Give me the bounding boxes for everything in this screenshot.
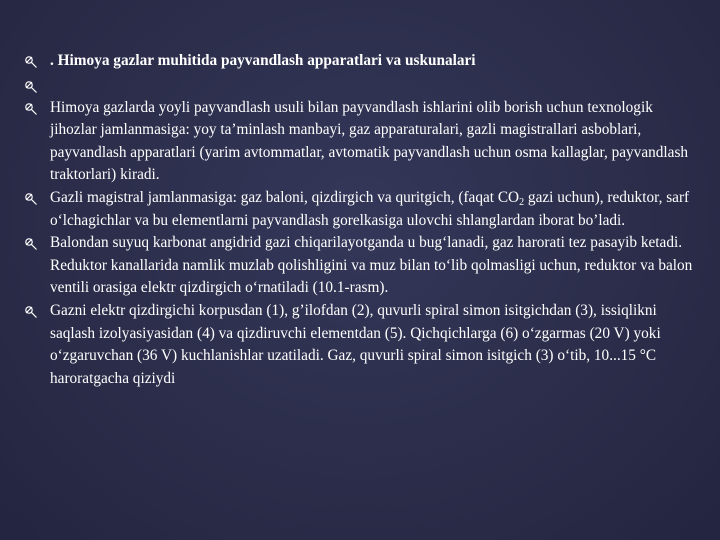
bullet-list bbox=[24, 50, 696, 390]
paragraph-cylinder bbox=[24, 232, 696, 300]
paragraph-text: Balondan suyuq karbonat angidrid gazi chiqarilayotganda u bug‘lanadi, gaz harorati tez pasayib ketadi. Reduktor kanallarida namlik muzlab qolishligini va muz bilan to‘lib qolmasligi uchun, reduktor va balon ventili orasiga elektr qizdirgich o‘rnatiladi (10.1-rasm). bbox=[50, 234, 693, 297]
paragraph-text: Himoya gazlarda yoyli payvandlash usuli bilan payvandlash ishlarini olib borish uchun texnologik jihozlar jamlanmasiga: yoy ta’minlash manbayi, gaz apparaturalari, gazli magistrallari asboblari, payvandlash apparatlari (yarim avtommatlar, avtomatik payvandlash uchun osma kallaglar, payvandlash traktorlari) kiradi. bbox=[50, 98, 689, 184]
dagger-bullet-icon bbox=[24, 305, 38, 319]
paragraph-heater bbox=[24, 300, 696, 390]
paragraph-text: Gazni elektr qizdirgichi korpusdan (1), g’ilofdan (2), quvurli spiral simon isitgichdan (3), issiqlikni saqlash izolyasiyasidan (4) va qizdiruvchi elementdan (5). Qichqichlarga (6) o‘zgarmas (20 V) yoki o‘zgaruvchan (36 V) kuchlanishlar uzatiladi. Gaz, quvurli spiral simon isitgich (3) o‘tib, 10...15 °C haroratgacha qiziydi bbox=[50, 301, 661, 387]
title-text: . Himoya gazlar muhitida payvandlash apparatlari va uskunalari bbox=[50, 52, 476, 69]
dagger-bullet-icon bbox=[24, 237, 38, 251]
dagger-bullet-icon bbox=[24, 192, 38, 206]
co2-subscript: 2 bbox=[519, 196, 525, 208]
empty-bullet bbox=[24, 75, 696, 97]
slide-title bbox=[24, 50, 696, 73]
dagger-bullet-icon bbox=[24, 102, 38, 116]
paragraph-gas-line bbox=[24, 187, 696, 232]
paragraph-text-after: gazi uchun), reduktor, sarf o‘lchagichlar va bu elementlarni payvandlash gorelkasiga ulovchi shlanglardan iborat bo’ladi. bbox=[50, 188, 690, 229]
dagger-bullet-icon bbox=[24, 80, 38, 94]
dagger-bullet-icon bbox=[24, 55, 38, 69]
paragraph-text-before: Gazli magistral jamlanmasiga: gaz baloni, qizdirgich va quritgich, (faqat CO bbox=[50, 188, 520, 206]
paragraph-equipment bbox=[24, 97, 696, 187]
